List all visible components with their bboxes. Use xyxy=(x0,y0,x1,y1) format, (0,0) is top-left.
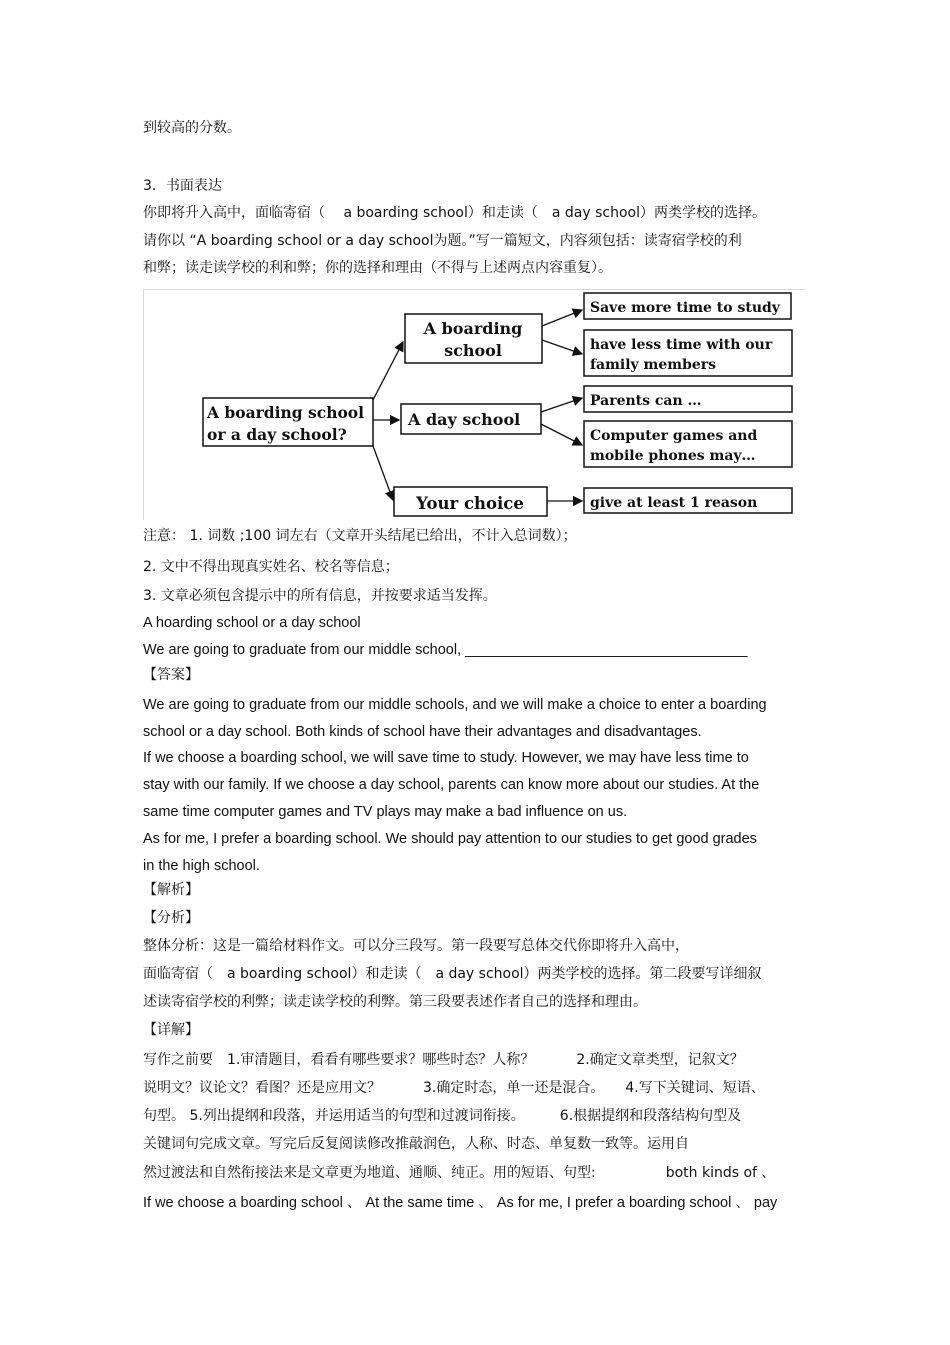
answer-line: school or a day school. Both kinds of school have their advantages and disadvantages. xyxy=(143,724,702,740)
detail-line: If we choose a boarding school 、 At the same time 、 As for me, I prefer a boarding school 、 pay xyxy=(143,1195,778,1211)
analysis-line: 面临寄宿（ a boarding school）和走读（ a day school）两类学校的选择。第二段要写详细叙 xyxy=(143,966,762,982)
boarding-label-line2: school xyxy=(444,341,502,360)
detail-line: 写作之前要 1.审清题目，看看有哪些要求？哪些时态？人称？ 2.确定文章类型，记叙文？ xyxy=(143,1052,744,1068)
answer-line: As for me, I prefer a boarding school. We should pay attention to our studies to get good grades xyxy=(143,831,757,847)
answer-line: stay with our family. If we choose a day school, parents can know more about our studies. At the xyxy=(143,777,760,793)
leaf-less-label-line1: have less time with our xyxy=(590,337,773,353)
arrow-day-computer xyxy=(541,424,582,445)
answer-line: in the high school. xyxy=(143,858,260,874)
detail-line: 然过渡法和自然衔接法来是文章更为地道、通顺、纯正。用的短语、句型: both kinds of 、 xyxy=(143,1165,776,1181)
root-label-line2: or a day school? xyxy=(207,425,347,444)
analysis-line: 整体分析：这是一篇给材料作文。可以分三段写。第一段要写总体交代你即将升入高中， xyxy=(143,938,689,954)
note-line: 2. 文中不得出现真实姓名、校名等信息； xyxy=(143,559,399,575)
leaf-reason-label: give at least 1 reason xyxy=(590,495,758,511)
leaf-save-label: Save more time to study xyxy=(590,300,780,316)
text-line: 请你以 “A boarding school or a day school为题。”写一篇短文，内容须包括：读寄宿学校的利 xyxy=(143,233,742,249)
text-line: 和弊；读走读学校的利和弊；你的选择和理由（不得与上述两点内容重复）。 xyxy=(143,260,612,276)
essay-opening: We are going to graduate from our middle school, ___________________________________ xyxy=(143,642,748,658)
leaf-less-label-line2: family members xyxy=(590,357,717,373)
day-label: A day school xyxy=(408,410,521,429)
analysis-subheading: 【分析】 xyxy=(143,910,199,926)
detail-heading: 【详解】 xyxy=(143,1022,199,1038)
answer-line: We are going to graduate from our middle schools, and we will make a choice to enter a boarding xyxy=(143,697,767,713)
detail-line: 句型。 5.列出提纲和段落，并运用适当的句型和过渡词衔接。 6.根据提纲和段落结构句型及 xyxy=(143,1108,742,1124)
note-line: 3. 文章必须包含提示中的所有信息，并按要求适当发挥。 xyxy=(143,588,497,604)
answer-heading: 【答案】 xyxy=(143,667,199,683)
leaf-computer-label-line1: Computer games and xyxy=(590,428,758,444)
text-line: 你即将升入高中，面临寄宿（ a boarding school）和走读（ a day school）两类学校的选择。 xyxy=(143,205,767,221)
note-line: 注意： 1. 词数 ;100 词左右（文章开头结尾已给出，不计入总词数）； xyxy=(143,528,577,544)
question-heading: 3．书面表达 xyxy=(143,178,222,194)
choice-label: Your choice xyxy=(416,494,524,513)
arrow-boarding-save xyxy=(542,310,582,326)
leaf-parents-label: Parents can … xyxy=(590,393,702,409)
text-line: 到较高的分数。 xyxy=(143,120,241,136)
mind-map-diagram xyxy=(143,289,805,520)
analysis-line: 述读寄宿学校的利弊；读走读学校的利弊。第三段要表述作者自己的选择和理由。 xyxy=(143,994,647,1010)
root-label-line1: A boarding school xyxy=(207,403,365,422)
essay-title: A hoarding school or a day school xyxy=(143,615,361,631)
answer-line: same time computer games and TV plays may make a bad influence on us. xyxy=(143,804,628,820)
arrow-boarding-less xyxy=(542,340,582,354)
analysis-heading: 【解析】 xyxy=(143,882,199,898)
answer-line: If we choose a boarding school, we will save time to study. However, we may have less time to xyxy=(143,750,749,766)
detail-line: 关键词句完成文章。写完后反复阅读修改推敲润色，人称、时态、单复数一致等。运用自 xyxy=(143,1136,689,1152)
arrow-root-boarding xyxy=(373,342,403,400)
leaf-computer-label-line2: mobile phones may… xyxy=(590,448,756,464)
arrow-day-parents xyxy=(541,398,582,412)
mind-map-svg xyxy=(144,290,805,520)
detail-line: 说明文？议论文？看图？还是应用文？ 3.确定时态，单一还是混合。 4.写下关键词、短语、 xyxy=(143,1080,765,1096)
arrow-root-choice xyxy=(373,446,393,500)
boarding-label-line1: A boarding xyxy=(423,319,523,338)
